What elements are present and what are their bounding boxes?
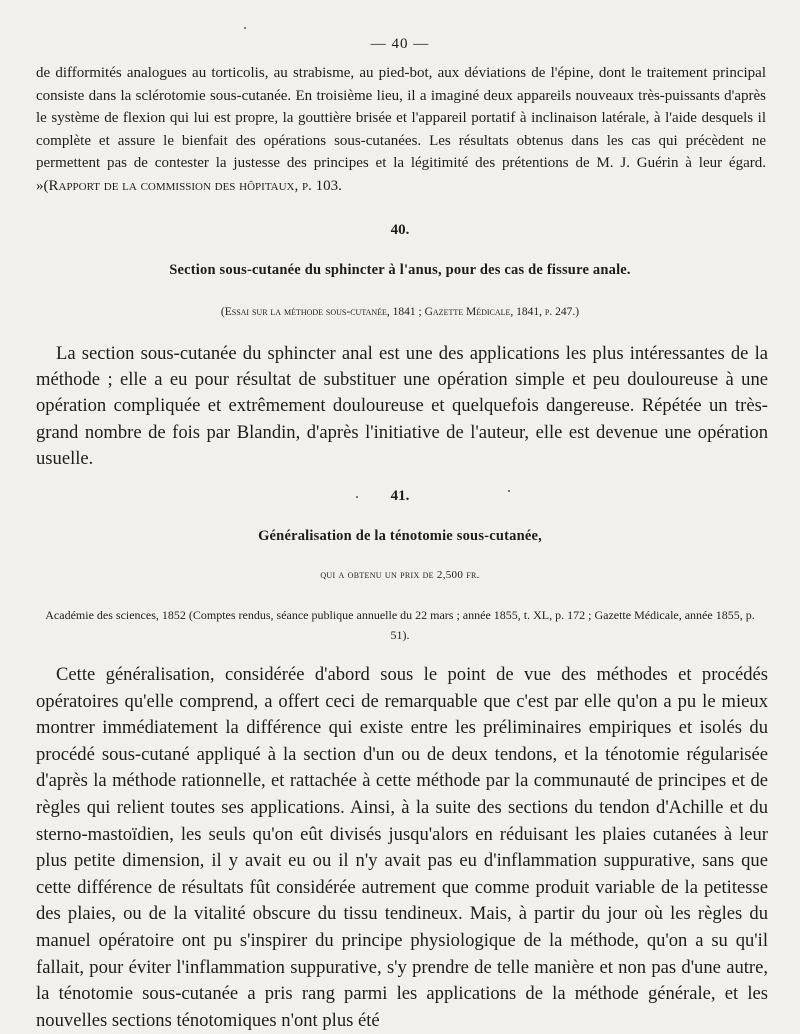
section-40-title: Section sous-cutanée du sphincter à l'anus, pour des cas de fissure anale. <box>169 262 631 278</box>
intro-text: de difformités analogues au torticolis, au strabisme, au pied-bot, aux déviations de l'épine, dont le traitement principal consiste dans la sclérotomie sous-cutanée. En troisième lieu, il a imaginé deux appareils nouveaux très-puissants d'après le système de flexion qui lui est propre, la gouttière brisée et l'appareil portatif à inclinaison latérale, à l'aide desquels il complète et assure le bienfait des opérations sous-cutanées. Les résultats obtenus dans les cas qui précèdent ne permettent pas de contester la justesse des principes et la légitimité des prétentions de M. J. Guérin à leur égard. » <box>36 65 766 194</box>
section-41-number: 41. <box>390 488 410 504</box>
page-number: — 40 — <box>370 36 430 52</box>
intro-paragraph <box>36 62 766 197</box>
intro-citation: (Rapport de la commission des hôpitaux, p. 103. <box>43 177 342 194</box>
section-40-number: 40. <box>390 222 410 238</box>
section-41-paragraph: Cette généralisation, considérée d'abord sous le point de vue des méthodes et procédés opératoires qu'elle comprend, a offert ceci de remarquable que c'est par elle qu'on a pu le mieux montrer immédiatement la différence qui existe entre les préliminaires empiriques et isolés du procédé sous-cutané appliqué à la section d'un ou de deux tendons, et la ténotomie régularisée d'après la méthode rationnelle, et rattachée à cette méthode par la communauté de principes et de règles qui relient toutes ses applications. Ainsi, à la suite des sections du tendon d'Achille et du sterno-mastoïdien, les seuls qu'on eût divisés jusqu'alors en réduisant les plaies cutanées à leur plus petite dimension, il y avait eu ou il n'y avait pas eu d'inflammation suppurative, sans que cette différence de résultats fût considérée autrement que comme produit variable de la petitesse des plaies, ou de la vitalité obscure du tissu tendineux. Mais, à partir du jour où les règles du manuel opératoire ont pu s'inspirer du principe physiologique de la méthode, qu'on a su qu'il fallait, pour éviter l'inflammation suppurative, s'y prendre de telle manière et non pas d'une autre, la ténotomie sous-cutanée a pris rang parmi les applications de la méthode générale, et les nouvelles sections ténotomiques n'ont plus été <box>36 664 768 1031</box>
print-speck <box>244 27 246 29</box>
section-40-source: (Essai sur la méthode sous-cutanée, 1841 ; Gazette Médicale, 1841, p. 247.) <box>220 306 580 318</box>
section-41-source: Académie des sciences, 1852 (Comptes rendus, séance publique annuelle du 22 mars ; année 1855, t. XL, p. 172 ; Gazette Médicale, année 1855, p. 51). <box>45 608 755 642</box>
print-speck <box>356 496 358 498</box>
print-speck <box>508 490 510 492</box>
section-40-paragraph: La section sous-cutanée du sphincter anal est une des applications les plus intéressantes de la méthode ; elle a eu pour résultat de substituer une opération simple et peu douloureuse à une opération compliquée et extrêmement douloureuse et quelquefois dangereuse. Répétée un très-grand nombre de fois par Blandin, d'après l'initiative de l'auteur, elle est devenue une opération usuelle. <box>36 343 768 469</box>
section-41-prize: qui a obtenu un prix de 2,500 fr. <box>320 569 480 581</box>
section-41-title: Généralisation de la ténotomie sous-cutanée, <box>258 528 542 544</box>
